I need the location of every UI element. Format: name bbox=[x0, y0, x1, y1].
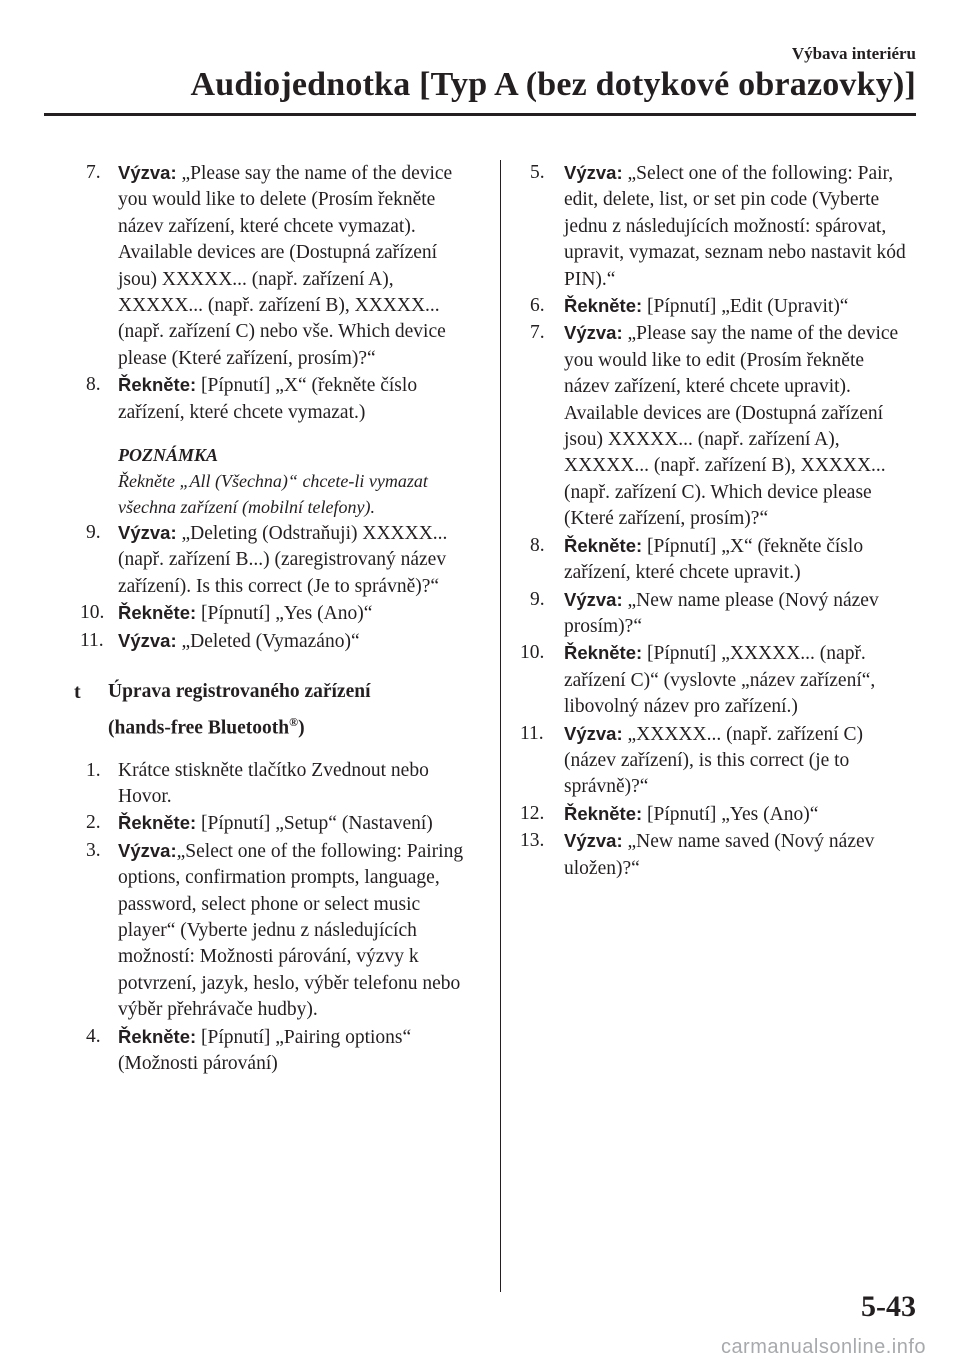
step-text: [Pípnutí] „Yes (Ano)“ bbox=[196, 603, 373, 625]
subsection-heading-line1: Úprava registrovaného zařízení bbox=[108, 681, 371, 703]
step-text: „Select one of the following: Pair, edit, delete, list, or set pin code (Vyberte jednu z následujících možností: spárovat, upravit, vymazat, seznam nebo nastavit kód PIN).“ bbox=[564, 163, 906, 290]
step-number: 6. bbox=[530, 295, 545, 317]
step-keyword: Výzva: bbox=[118, 629, 177, 651]
step-item bbox=[60, 160, 470, 372]
step-keyword: Řekněte: bbox=[564, 534, 643, 556]
step-keyword: Řekněte: bbox=[118, 1025, 197, 1047]
step-text: „New name saved (Nový název uložen)?“ bbox=[564, 831, 875, 879]
note-box bbox=[60, 442, 470, 520]
step-number: 7. bbox=[530, 322, 545, 344]
step-item bbox=[60, 628, 470, 655]
step-keyword: Řekněte: bbox=[564, 642, 643, 664]
step-text: [Pípnutí] „XXXXX... (např. zařízení C)“ (vyslovte „název zařízení“, libovolný název pro zařízení.) bbox=[564, 643, 876, 718]
page-number: 5-43 bbox=[861, 1290, 916, 1323]
step-text: [Pípnutí] „X“ (řekněte číslo zařízení, které chcete upravit.) bbox=[564, 535, 864, 584]
step-number: 7. bbox=[86, 162, 101, 183]
step-keyword: Řekněte: bbox=[118, 812, 197, 834]
column-divider bbox=[500, 160, 501, 1292]
step-number: 13. bbox=[520, 830, 545, 852]
step-item bbox=[512, 293, 912, 320]
step-number: 10. bbox=[80, 602, 105, 624]
registered-mark: ® bbox=[289, 715, 299, 730]
step-keyword: Výzva: bbox=[118, 839, 177, 861]
step-keyword: Řekněte: bbox=[564, 802, 643, 824]
watermark: carmanualsonline.info bbox=[720, 1336, 926, 1358]
step-number: 9. bbox=[530, 588, 545, 610]
step-text: [Pípnutí] „Pairing options“ (Možnosti párování) bbox=[118, 1026, 412, 1075]
step-keyword: Výzva: bbox=[564, 722, 623, 744]
step-list bbox=[60, 758, 470, 1078]
step-number: 4. bbox=[86, 1025, 101, 1047]
note-text: Řekněte „All (Všechna)“ chcete-li vymazat všechna zařízení (mobilní telefony). bbox=[118, 471, 428, 518]
step-text: „Select one of the following: Pairing options, confirmation prompts, language, password, select phone or select music player“ (Vyberte jednu z následujících možností: Možnosti párování, výzvy k potvrzení, jazyk, heslo, výběr telefonu nebo výběr přehrávače hudby). bbox=[118, 840, 464, 1021]
step-text: „XXXXX... (např. zařízení C) (název zařízení), is this correct (je to správně)?“ bbox=[564, 723, 864, 798]
step-text: „Deleting (Odstraňuji) XXXXX... (např. zařízení B...) (zaregistrovaný název zařízení). Is this correct (Je to správně)?“ bbox=[118, 523, 448, 597]
right-column bbox=[512, 160, 912, 882]
step-item bbox=[60, 600, 470, 627]
step-keyword: Výzva: bbox=[564, 162, 623, 183]
step-number: 12. bbox=[520, 802, 545, 824]
step-item bbox=[512, 828, 912, 882]
step-number: 9. bbox=[86, 522, 101, 544]
step-text: „New name please (Nový název prosím)?“ bbox=[564, 589, 879, 637]
step-keyword: Řekněte: bbox=[118, 374, 197, 396]
step-keyword: Výzva: bbox=[564, 322, 623, 344]
note-title: POZNÁMKA bbox=[118, 445, 219, 466]
left-column bbox=[60, 160, 470, 1077]
step-number: 2. bbox=[86, 812, 101, 834]
step-item bbox=[60, 1024, 470, 1078]
step-number: 11. bbox=[520, 722, 544, 744]
step-text: [Pípnutí] „X“ (řekněte číslo zařízení, které chcete vymazat.) bbox=[118, 375, 418, 423]
step-number: 3. bbox=[86, 839, 101, 861]
subsection-heading-line2: (hands-free Bluetooth®) bbox=[108, 715, 305, 739]
step-item bbox=[60, 520, 470, 600]
step-number: 8. bbox=[86, 374, 101, 396]
step-keyword: Řekněte: bbox=[118, 602, 197, 624]
step-item bbox=[512, 160, 912, 293]
step-text: „Please say the name of the device you would like to edit (Prosím řekněte název zařízení, které chcete upravit). Available devices are (Dostupná zařízení jsou) XXXXX... (např. zařízení A), XXXXX... (např. zařízení B), XXXXX... (např. zařízení C). Which device please (Které zařízení, prosím)?“ bbox=[564, 323, 899, 530]
step-keyword: Výzva: bbox=[118, 522, 177, 544]
step-number: 8. bbox=[530, 534, 545, 556]
step-number: 1. bbox=[86, 759, 101, 781]
step-item bbox=[512, 721, 912, 801]
step-keyword: Výzva: bbox=[118, 162, 177, 183]
step-text: Krátce stiskněte tlačítko Zvednout nebo Hovor. bbox=[118, 759, 429, 807]
step-item bbox=[60, 810, 470, 837]
page-title: Audiojednotka [Typ A (bez dotykové obrazovky)] bbox=[190, 66, 916, 103]
step-text: „Please say the name of the device you would like to delete (Prosím řekněte název zařízení, které chcete vymazat). Available devices are (Dostupná zařízení jsou) XXXXX... (např. zařízení A), XXXXX... (např. zařízení B), XXXXX... (např. zařízení C) nebo vše. Which device please (Které zařízení, prosím)?“ bbox=[118, 163, 453, 369]
title-rule bbox=[44, 113, 916, 116]
step-list bbox=[60, 160, 470, 426]
step-number: 5. bbox=[530, 162, 545, 183]
step-item bbox=[60, 758, 470, 811]
step-list bbox=[60, 520, 470, 655]
step-text: „Deleted (Vymazáno)“ bbox=[176, 630, 360, 652]
step-number: 10. bbox=[520, 642, 545, 664]
step-text: [Pípnutí] „Yes (Ano)“ bbox=[642, 803, 819, 825]
step-item bbox=[512, 801, 912, 828]
bullet-marker-icon: t bbox=[74, 681, 81, 704]
section-label: Výbava interiéru bbox=[791, 44, 916, 63]
subsection-heading bbox=[60, 677, 470, 744]
step-text: [Pípnutí] „Edit (Upravit)“ bbox=[642, 296, 849, 318]
step-list bbox=[512, 160, 912, 882]
step-item bbox=[512, 533, 912, 587]
step-text: [Pípnutí] „Setup“ (Nastavení) bbox=[196, 813, 433, 835]
step-number: 11. bbox=[80, 629, 104, 651]
step-item bbox=[512, 587, 912, 641]
step-keyword: Výzva: bbox=[564, 830, 623, 852]
step-item bbox=[512, 640, 912, 720]
step-keyword: Výzva: bbox=[564, 588, 623, 610]
step-item bbox=[60, 372, 470, 426]
step-item bbox=[512, 320, 912, 532]
step-item bbox=[60, 838, 470, 1024]
step-keyword: Řekněte: bbox=[564, 295, 643, 317]
